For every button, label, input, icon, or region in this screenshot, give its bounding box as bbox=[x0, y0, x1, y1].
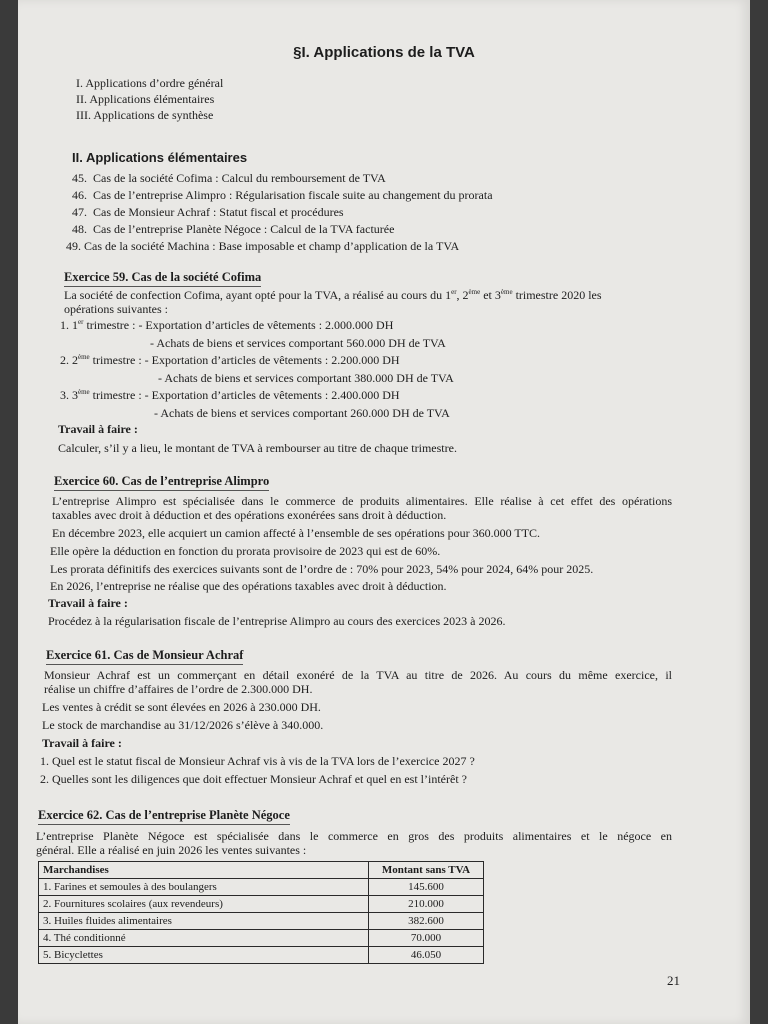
exercise-59-line: 2. 2ème trimestre : - Exportation d’articles de vêtements : 2.200.000 DH bbox=[60, 353, 400, 367]
exercise-60-paragraph: L’entreprise Alimpro est spécialisée dans le commerce de produits alimentaires. Elle réalise à cet effet des opérations bbox=[52, 494, 672, 508]
toc-item: I. Applications d’ordre général bbox=[76, 76, 224, 90]
exercise-59-line: - Achats de biens et services comportant 260.000 DH de TVA bbox=[154, 406, 450, 420]
exercise-61-question: 1. Quel est le statut fiscal de Monsieur Achraf vis à vis de la TVA lors de l’exercice 2027 ? bbox=[40, 754, 475, 768]
exercise-62-title: Exercice 62. Cas de l’entreprise Planète Négoce bbox=[38, 808, 290, 825]
exercise-60-paragraph: Les prorata définitifs des exercices suivants sont de l’ordre de : 70% pour 2023, 54% pour 2024, 64% pour 2025. bbox=[50, 562, 594, 576]
case-item: 45. Cas de la société Cofima : Calcul du remboursement de TVA bbox=[72, 171, 386, 185]
toc-item: III. Applications de synthèse bbox=[76, 108, 214, 122]
exercise-60-task-label: Travail à faire : bbox=[48, 596, 128, 610]
toc-item: II. Applications élémentaires bbox=[76, 92, 215, 106]
exercise-59-line: - Achats de biens et services comportant 380.000 DH de TVA bbox=[158, 371, 454, 385]
exercise-61-paragraph: Le stock de marchandise au 31/12/2026 s’élève à 340.000. bbox=[42, 718, 324, 732]
section-title: II. Applications élémentaires bbox=[72, 150, 248, 165]
exercise-61-title: Exercice 61. Cas de Monsieur Achraf bbox=[46, 648, 243, 665]
exercise-61-paragraph: Monsieur Achraf est un commerçant en détail exonéré de la TVA au titre de 2026. Au cours du même exercice, il bbox=[44, 668, 672, 682]
exercise-59-line: - Achats de biens et services comportant 560.000 DH de TVA bbox=[150, 336, 446, 350]
exercise-59-intro: La société de confection Cofima, ayant opté pour la TVA, a réalisé au cours du 1er, 2ème et 3ème trimestre 2020 les bbox=[64, 288, 602, 302]
table-cell-amount: 46.050 bbox=[369, 947, 484, 964]
table-cell-amount: 70.000 bbox=[369, 930, 484, 947]
page-heading: §I. Applications de la TVA bbox=[293, 44, 475, 61]
case-item: 47. Cas de Monsieur Achraf : Statut fiscal et procédures bbox=[72, 205, 344, 219]
table-cell-amount: 145.600 bbox=[369, 879, 484, 896]
table-row bbox=[39, 879, 484, 896]
exercise-60-task: Procédez à la régularisation fiscale de l’entreprise Alimpro au cours des exercices 2023 à 2026. bbox=[48, 614, 506, 628]
table-cell-item: 5. Bicyclettes bbox=[39, 947, 369, 964]
exercise-62-paragraph: général. Elle a réalisé en juin 2026 les ventes suivantes : bbox=[36, 843, 307, 857]
table-cell-amount: 210.000 bbox=[369, 896, 484, 913]
exercise-60-paragraph: taxables avec droit à déduction et des opérations exonérées sans droit à déduction. bbox=[52, 508, 447, 522]
exercise-60-paragraph: En décembre 2023, elle acquiert un camion affecté à l’ensemble de ses opérations pour 360.000 TTC. bbox=[52, 526, 541, 540]
exercise-61-task-label: Travail à faire : bbox=[42, 736, 122, 750]
table-row bbox=[39, 896, 484, 913]
case-item: 48. Cas de l’entreprise Planète Négoce : Calcul de la TVA facturée bbox=[72, 222, 395, 236]
document-page bbox=[18, 0, 750, 1024]
exercise-59-title: Exercice 59. Cas de la société Cofima bbox=[64, 270, 261, 287]
table-cell-item: 1. Farines et semoules à des boulangers bbox=[39, 879, 369, 896]
sales-table bbox=[38, 861, 484, 964]
column-header-merchandise: Marchandises bbox=[39, 862, 369, 879]
exercise-59-task: Calculer, s’il y a lieu, le montant de TVA à rembourser au titre de chaque trimestre. bbox=[58, 441, 457, 455]
case-item: 49. Cas de la société Machina : Base imposable et champ d’application de la TVA bbox=[66, 239, 460, 253]
exercise-61-paragraph: Les ventes à crédit se sont élevées en 2026 à 230.000 DH. bbox=[42, 700, 321, 714]
exercise-62-paragraph: L’entreprise Planète Négoce est spécialisée dans le commerce en gros des produits alimentaires et le négoce en bbox=[36, 829, 672, 843]
exercise-59-task-label: Travail à faire : bbox=[58, 422, 138, 436]
table-cell-item: 2. Fournitures scolaires (aux revendeurs) bbox=[39, 896, 369, 913]
exercise-60-paragraph: Elle opère la déduction en fonction du prorata provisoire de 2023 qui est de 60%. bbox=[50, 544, 441, 558]
table-cell-item: 3. Huiles fluides alimentaires bbox=[39, 913, 369, 930]
exercise-61-paragraph: réalise un chiffre d’affaires de l’ordre de 2.300.000 DH. bbox=[44, 682, 313, 696]
page-number: 21 bbox=[667, 973, 680, 988]
case-item: 46. Cas de l’entreprise Alimpro : Régularisation fiscale suite au changement du prorata bbox=[72, 188, 493, 202]
exercise-59-line: 1. 1er trimestre : - Exportation d’articles de vêtements : 2.000.000 DH bbox=[60, 318, 394, 332]
exercise-60-paragraph: En 2026, l’entreprise ne réalise que des opérations taxables avec droit à déduction. bbox=[50, 579, 447, 593]
exercise-59-intro: opérations suivantes : bbox=[64, 302, 168, 316]
table-row bbox=[39, 913, 484, 930]
table-row bbox=[39, 930, 484, 947]
exercise-60-title: Exercice 60. Cas de l’entreprise Alimpro bbox=[54, 474, 269, 491]
table-row bbox=[39, 947, 484, 964]
table-cell-item: 4. Thé conditionné bbox=[39, 930, 369, 947]
column-header-amount: Montant sans TVA bbox=[369, 862, 484, 879]
table-cell-amount: 382.600 bbox=[369, 913, 484, 930]
exercise-59-line: 3. 3ème trimestre : - Exportation d’articles de vêtements : 2.400.000 DH bbox=[60, 388, 400, 402]
exercise-61-question: 2. Quelles sont les diligences que doit effectuer Monsieur Achraf et quel en est l’intérêt ? bbox=[40, 772, 467, 786]
table-header-row bbox=[39, 862, 484, 879]
